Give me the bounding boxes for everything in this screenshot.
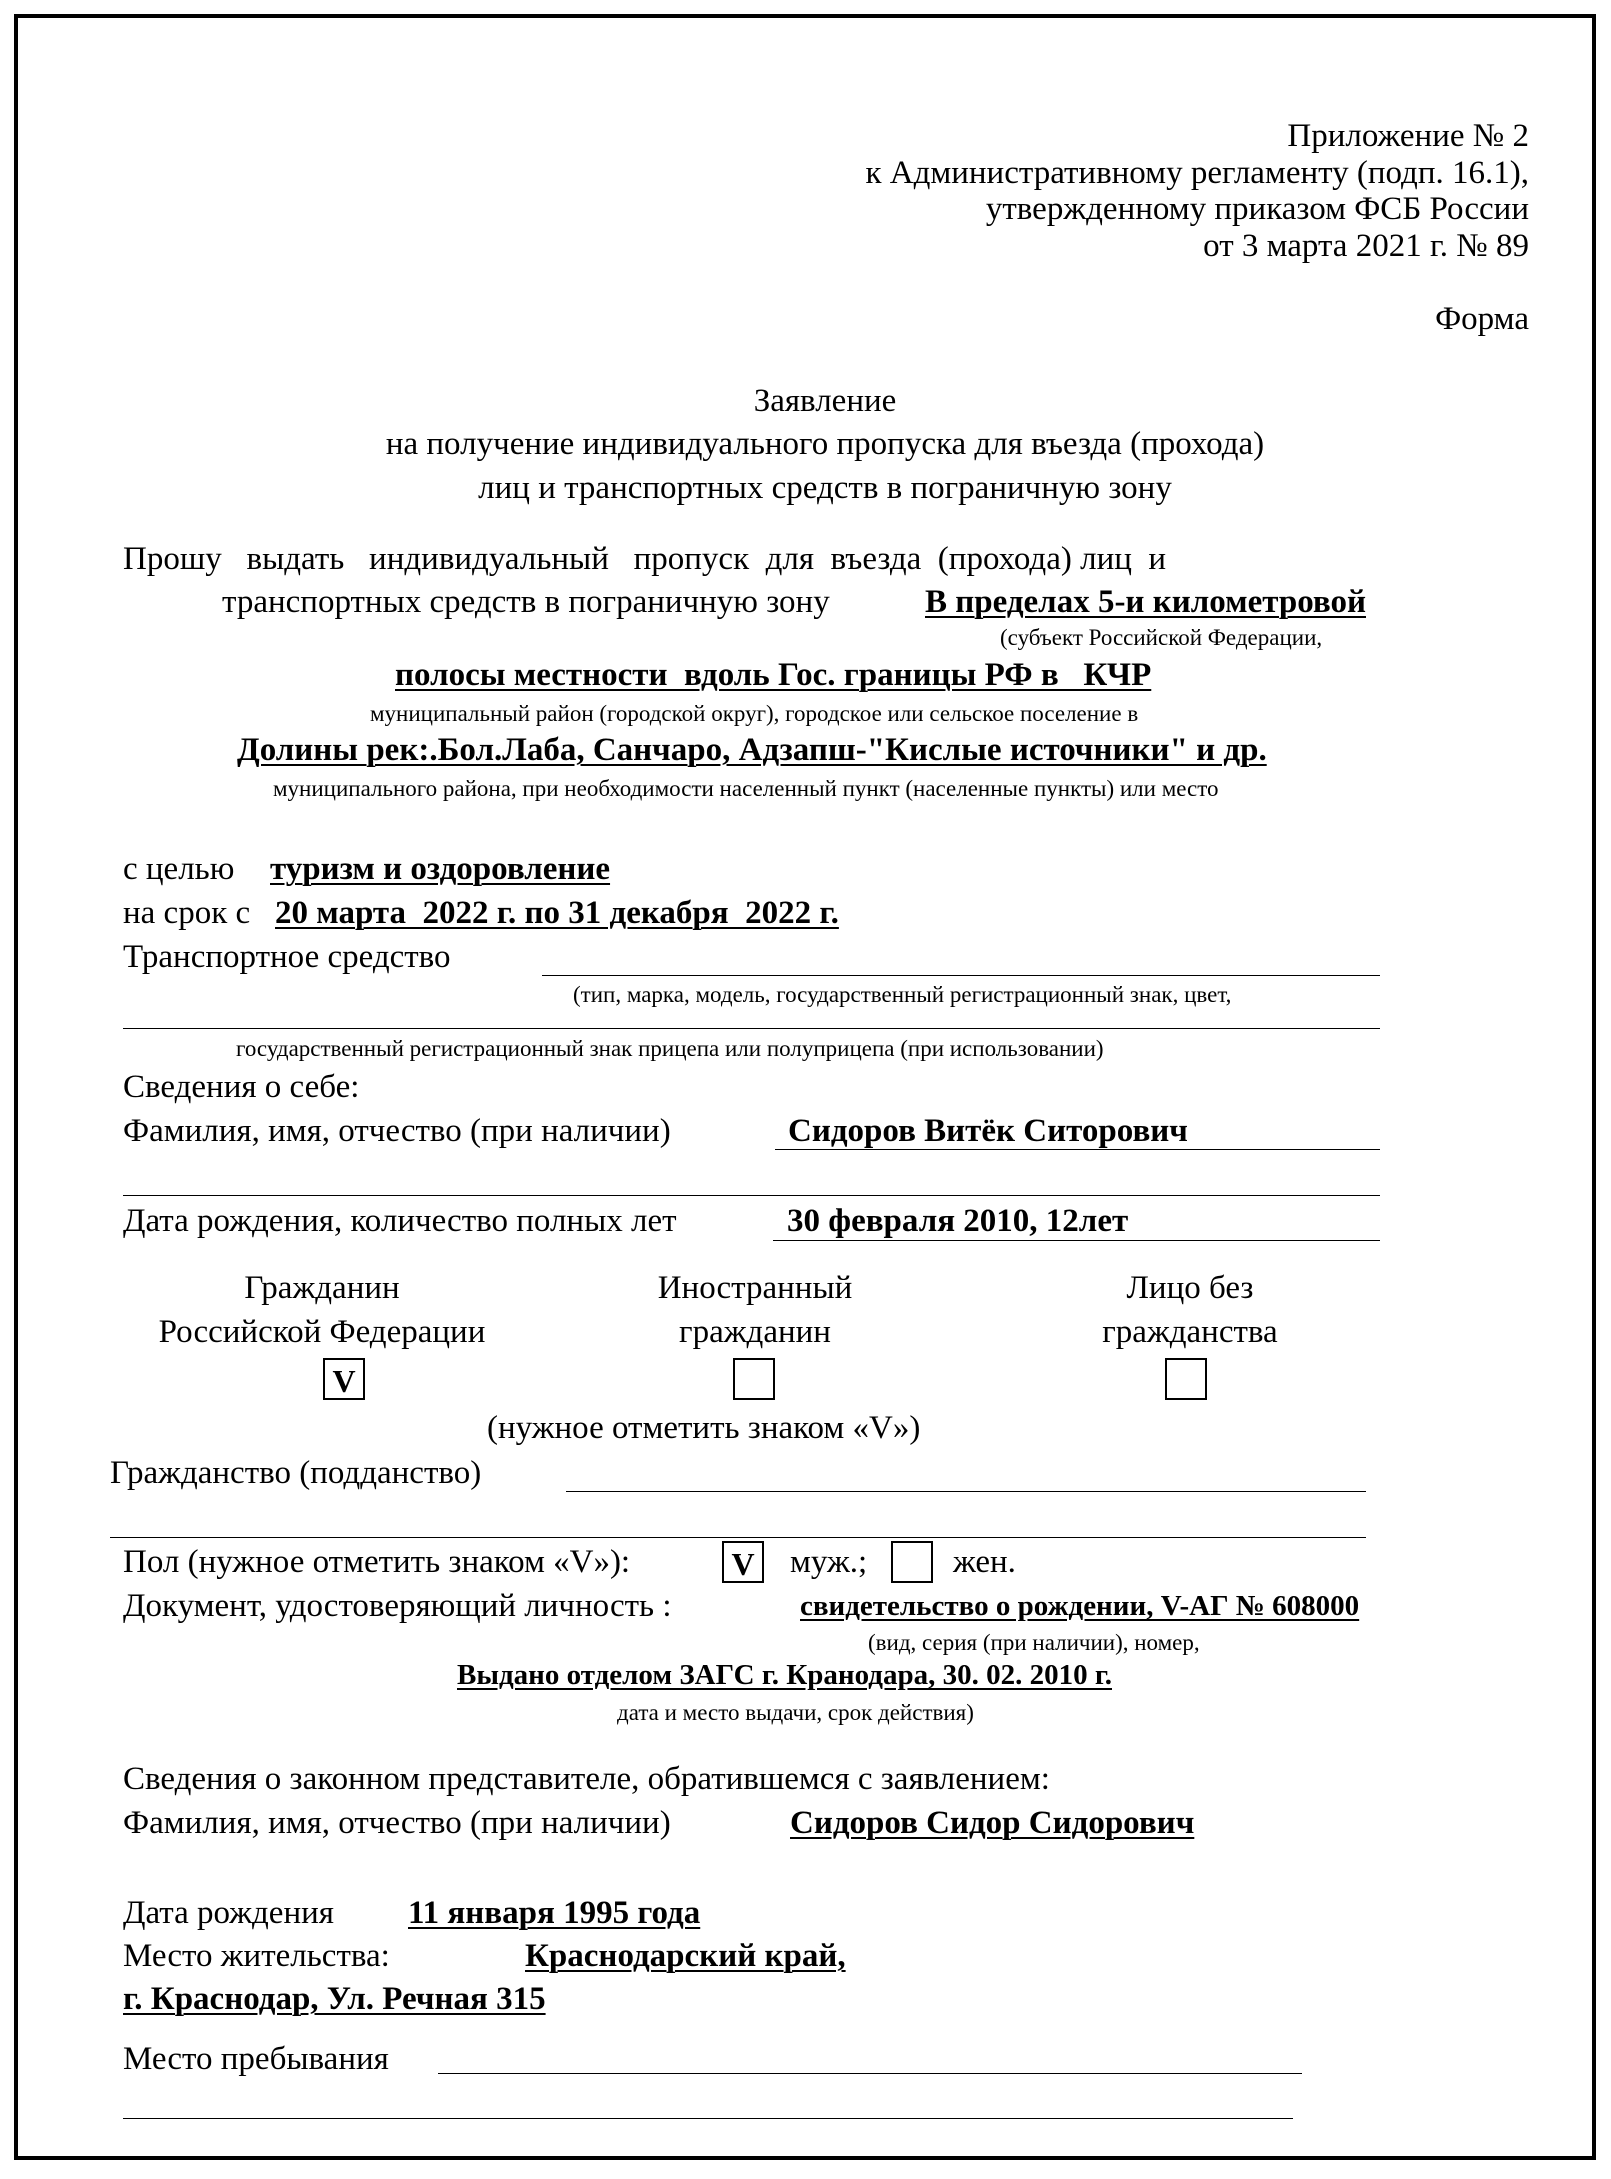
zone-value-1: В пределах 5-и километровой — [925, 584, 1366, 620]
appendix-number: Приложение № 2 — [1287, 118, 1529, 154]
representative-residence-label: Место жительства: — [123, 1938, 390, 1974]
citizenship-line-2 — [110, 1537, 1366, 1538]
self-fio-value: Сидоров Витёк Ситорович — [788, 1113, 1188, 1149]
representative-heading: Сведения о законном представителе, обратившемся с заявлением: — [123, 1761, 1050, 1797]
request-line-1: Прошу выдать индивидуальный пропуск для въезда (прохода) лиц и — [123, 541, 1167, 577]
document-issued: Выдано отделом ЗАГС г. Кранодара, 30. 02. 2010 г. — [457, 1659, 1112, 1691]
document-value: свидетельство о рождении, V-АГ № 608000 — [800, 1590, 1360, 1622]
gender-male-mark: V — [731, 1546, 755, 1582]
stay-line-1 — [438, 2073, 1302, 2074]
document-hint-1: (вид, серия (при наличии), номер, — [868, 1630, 1200, 1655]
representative-stay-label: Место пребывания — [123, 2041, 389, 2077]
citizen-foreign-checkbox[interactable] — [733, 1358, 775, 1400]
vehicle-line-2 — [123, 1028, 1380, 1029]
appendix-date: от 3 марта 2021 г. № 89 — [1203, 228, 1529, 264]
self-extra-line — [123, 1195, 1380, 1196]
option-rf-line-2: Российской Федерации — [158, 1314, 486, 1350]
document-title: Заявление — [753, 383, 897, 419]
document-label: Документ, удостоверяющий личность : — [123, 1588, 672, 1624]
option-foreign-line-1: Иностранный — [657, 1270, 853, 1306]
appendix-regulation: к Административному регламенту (подп. 16.1), — [865, 155, 1529, 191]
appendix-approved: утвержденному приказом ФСБ России — [985, 191, 1529, 227]
self-dob-line — [773, 1240, 1380, 1241]
purpose-value: туризм и оздоровление — [270, 851, 611, 887]
zone-value-3: Долины рек:.Бол.Лаба, Санчаро, Адзапш-"Кислые источники" и др. — [237, 732, 1267, 768]
citizenship-line-1 — [566, 1491, 1366, 1492]
self-fio-label: Фамилия, имя, отчество (при наличии) — [123, 1113, 671, 1149]
representative-dob-label: Дата рождения — [123, 1895, 334, 1931]
stay-line-2 — [123, 2118, 1293, 2119]
zone-hint-2: муниципальный район (городской округ), городское или сельское поселение в — [370, 701, 1139, 726]
vehicle-line-1 — [542, 975, 1380, 976]
representative-residence-value-1: Краснодарский край, — [525, 1938, 846, 1974]
representative-fio-label: Фамилия, имя, отчество (при наличии) — [123, 1805, 671, 1841]
self-heading: Сведения о себе: — [123, 1069, 360, 1105]
vehicle-hint-2: государственный регистрационный знак прицепа или полуприцепа (при использовании) — [236, 1036, 1104, 1061]
self-fio-line — [775, 1149, 1380, 1150]
option-rf-line-1: Гражданин — [244, 1270, 400, 1306]
vehicle-label: Транспортное средство — [123, 939, 451, 975]
gender-male-label: муж.; — [790, 1544, 868, 1580]
zone-hint-3: муниципального района, при необходимости населенный пункт (населенные пункты) или место — [273, 776, 1219, 801]
citizenship-label: Гражданство (подданство) — [110, 1455, 482, 1491]
citizenship-note: (нужное отметить знаком «V») — [487, 1410, 921, 1446]
form-label: Форма — [1435, 301, 1529, 337]
option-stateless-line-2: гражданства — [1102, 1314, 1278, 1350]
citizen-rf-checkbox[interactable] — [323, 1358, 365, 1400]
representative-residence-value-2: г. Краснодар, Ул. Речная 315 — [123, 1981, 546, 2017]
zone-value-2: полосы местности вдоль Гос. границы РФ в КЧР — [395, 657, 1152, 693]
term-value: 20 марта 2022 г. по 31 декабря 2022 г. — [275, 895, 839, 931]
document-subtitle-1: на получение индивидуального пропуска для въезда (прохода) — [385, 426, 1265, 462]
vehicle-hint-1: (тип, марка, модель, государственный регистрационный знак, цвет, — [573, 982, 1232, 1007]
self-dob-label: Дата рождения, количество полных лет — [123, 1203, 677, 1239]
gender-label: Пол (нужное отметить знаком «V»): — [123, 1544, 631, 1580]
document-hint-2: дата и место выдачи, срок действия) — [617, 1700, 974, 1725]
gender-female-label: жен. — [953, 1544, 1016, 1580]
citizen-stateless-checkbox[interactable] — [1165, 1358, 1207, 1400]
purpose-label: с целью — [123, 851, 235, 887]
citizen-rf-mark: V — [332, 1363, 356, 1399]
request-line-2: транспортных средств в пограничную зону — [222, 584, 830, 620]
gender-female-checkbox[interactable] — [891, 1541, 933, 1583]
document-subtitle-2: лиц и транспортных средств в пограничную зону — [478, 470, 1172, 506]
option-stateless-line-1: Лицо без — [1126, 1270, 1254, 1306]
representative-dob-value: 11 января 1995 года — [408, 1895, 701, 1931]
zone-hint-1: (субъект Российской Федерации, — [1000, 625, 1323, 650]
option-foreign-line-2: гражданин — [679, 1314, 831, 1350]
self-dob-value: 30 февраля 2010, 12лет — [787, 1203, 1129, 1239]
gender-male-checkbox[interactable] — [722, 1541, 764, 1583]
term-label: на срок с — [123, 895, 251, 931]
representative-fio-value: Сидоров Сидор Сидорович — [790, 1805, 1195, 1841]
